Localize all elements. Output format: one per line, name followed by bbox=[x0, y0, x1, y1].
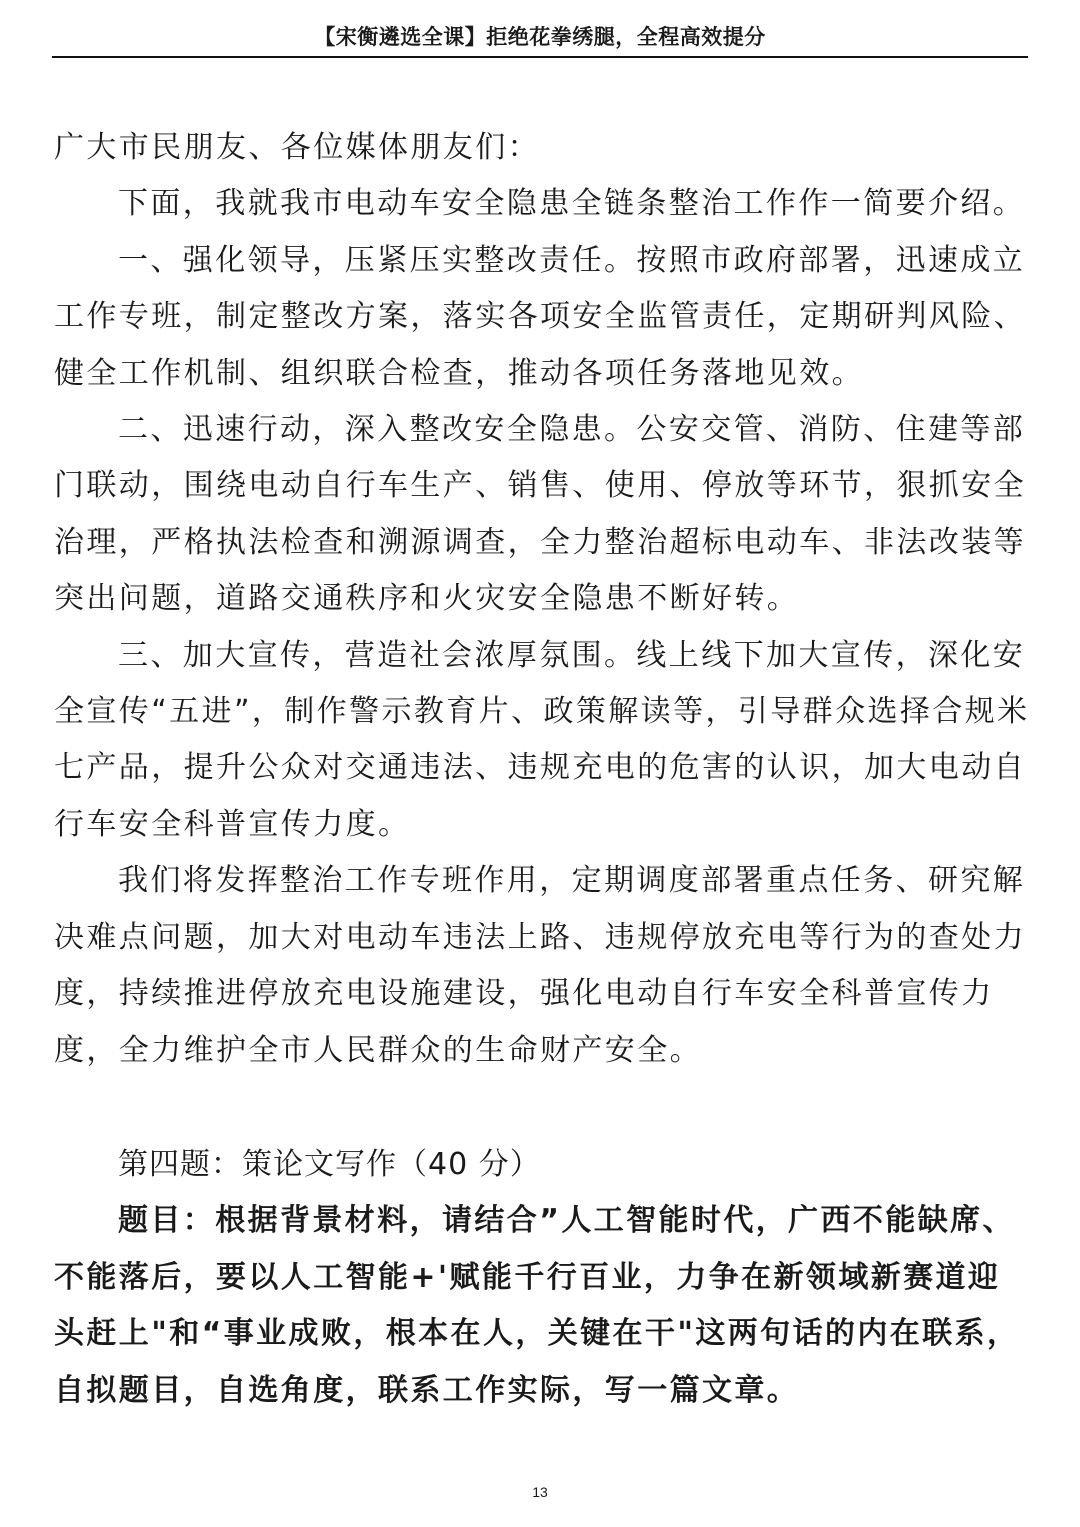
section-1-paragraph: 一、强化领导，压紧压实整改责任。按照市政府部署，迅速成立工作专班，制定整改方案，落实各项安全监管责任，定期研判风险、健全工作机制、组织联合检查，推动各项任务落地见效。 bbox=[54, 242, 1026, 391]
section-2-paragraph: 二、迅速行动，深入整改安全隐患。公安交管、消防、住建等部门联动，围绕电动自行车生产、销售、使用、停放等环节，狠抓安全治理，严格执法检查和溯源调查，全力整治超标电动车、非法改装等突出问题，道路交通秩序和火灾安全隐患不断好转。 bbox=[54, 412, 1026, 617]
page-header bbox=[52, 22, 1028, 58]
question-4-heading: 第四题：策论文写作（40 分） bbox=[118, 1146, 541, 1182]
document-body bbox=[54, 120, 1030, 1419]
header-title: 【宋衡遴选全课】拒绝花拳绣腿，全程高效提分 bbox=[314, 25, 766, 49]
section-3-paragraph: 三、加大宣传，营造社会浓厚氛围。线上线下加大宣传，深化安全宣传“五进”，制作警示教育片、政策解读等，引导群众选择合规米七产品，提升公众对交通违法、违规充电的危害的认识，加大电动自行车安全科普宣传力度。 bbox=[54, 637, 1030, 842]
salutation: 广大市民朋友、各位媒体朋友们： bbox=[54, 130, 540, 165]
page-number: 13 bbox=[532, 1484, 548, 1500]
closing-paragraph: 我们将发挥整治工作专班作用，定期调度部署重点任务、研究解决难点问题，加大对电动车违法上路、违规停放充电等行为的查处力度，持续推进停放充电设施建设，强化电动自行车安全科普宣传力度，全力维护全市人民群众的生命财产安全。 bbox=[54, 863, 1026, 1068]
section-spacer bbox=[54, 1079, 1030, 1137]
question-4-prompt: 题目：根据背景材料，请结合”人工智能时代，广西不能缺席、不能落后，要以人工智能+'赋能千行百业，力争在新领域新赛道迎头赶上"和“事业成败，根本在人，关键在干"这两句话的内在联系，自拟题目，自选角度，联系工作实际，写一篇文章。 bbox=[54, 1203, 1020, 1408]
intro-paragraph: 下面，我就我市电动车安全隐患全链条整治工作作一简要介绍。 bbox=[118, 186, 1026, 222]
